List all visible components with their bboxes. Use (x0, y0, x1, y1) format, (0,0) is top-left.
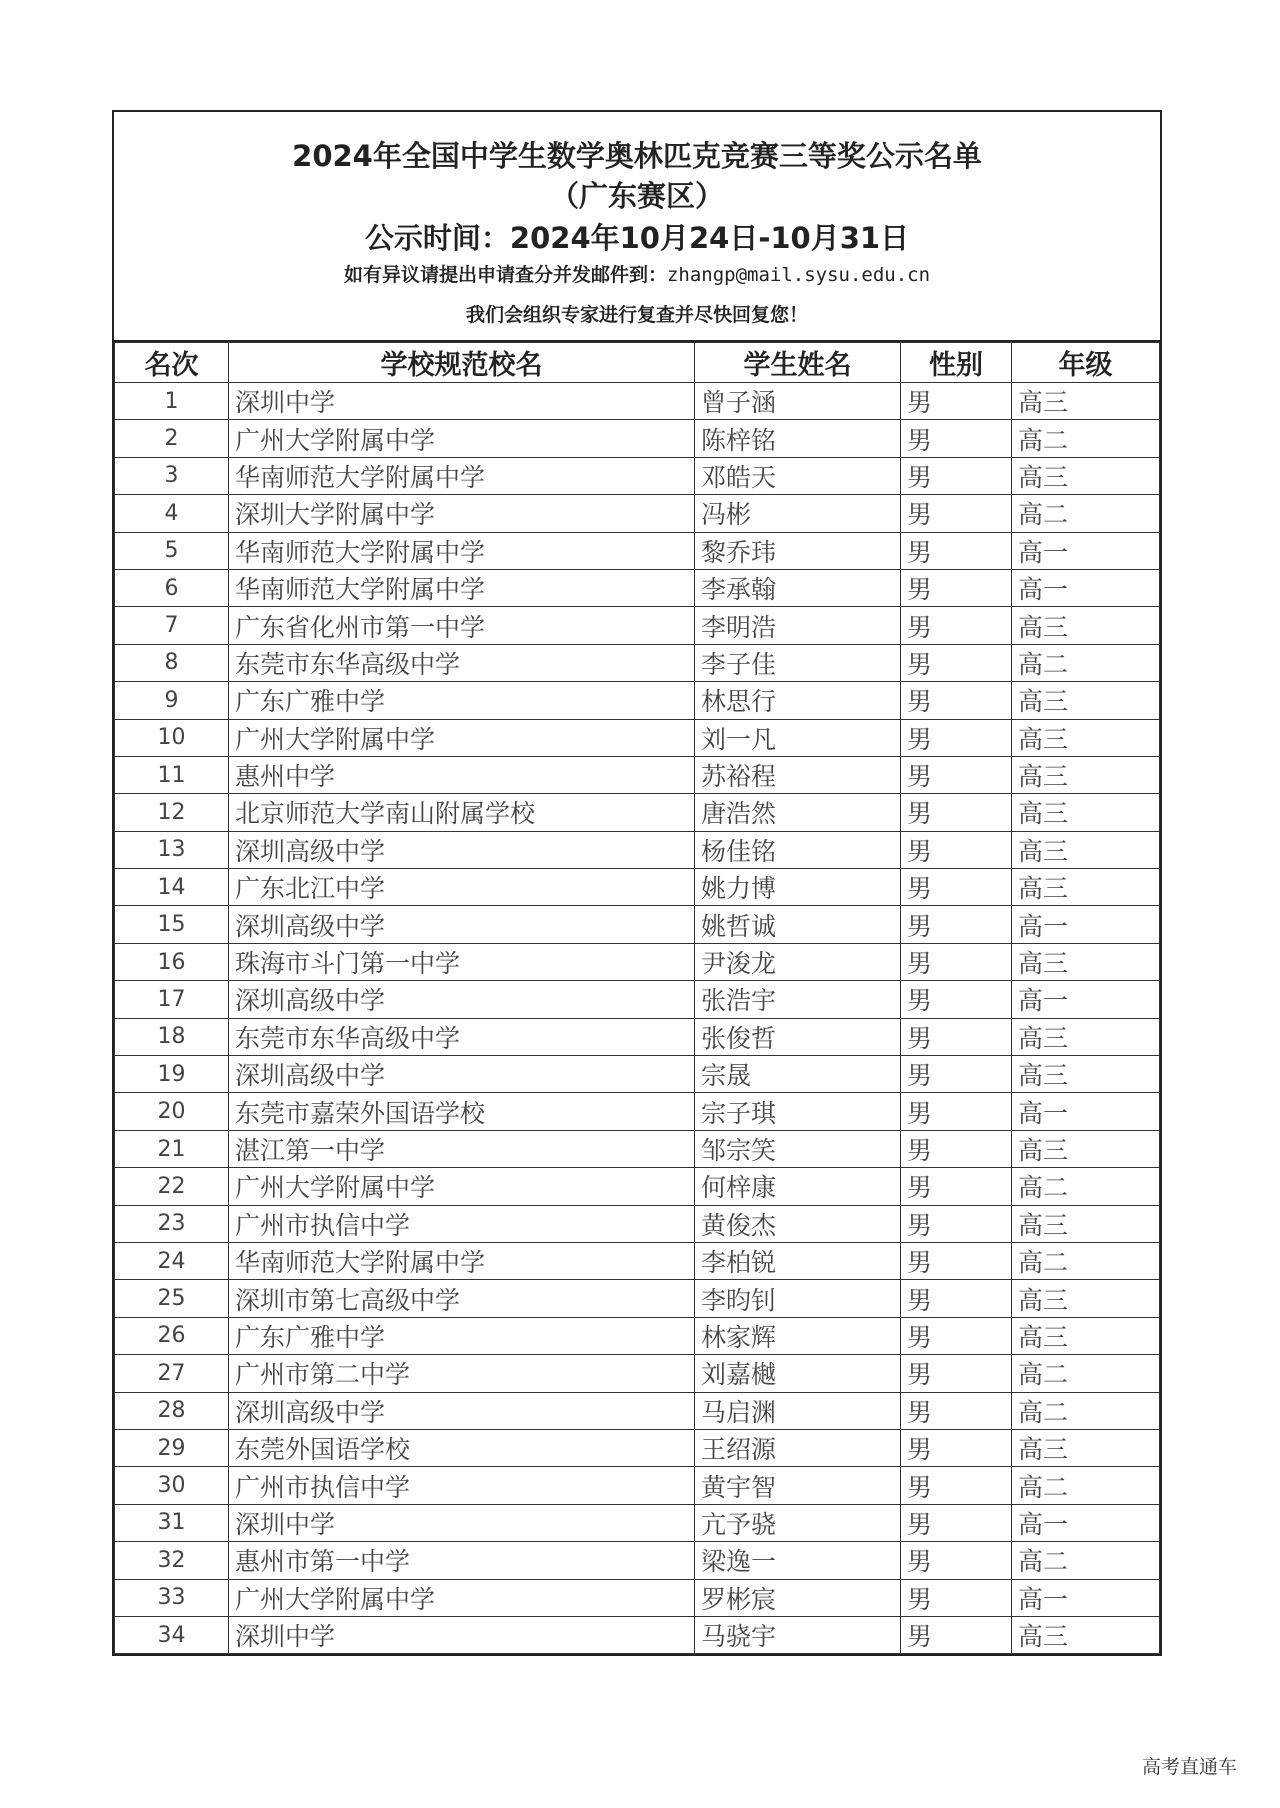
grade-cell: 高二 (1012, 1467, 1160, 1504)
grade-cell: 高三 (1012, 682, 1160, 719)
school-cell: 广州大学附属中学 (229, 1579, 695, 1616)
table-row (115, 1280, 1160, 1317)
school-cell: 华南师范大学附属中学 (229, 569, 695, 606)
school-cell: 深圳高级中学 (229, 981, 695, 1018)
rank-cell: 3 (115, 457, 229, 494)
table-row (115, 1056, 1160, 1093)
column-header-name: 学生姓名 (695, 343, 901, 383)
rank-cell: 28 (115, 1392, 229, 1429)
table-row (115, 906, 1160, 943)
student-name-cell: 罗彬宸 (695, 1579, 901, 1616)
rank-cell: 8 (115, 644, 229, 681)
student-name-cell: 黎乔玮 (695, 532, 901, 569)
table-row (115, 869, 1160, 906)
rank-cell: 29 (115, 1429, 229, 1466)
grade-cell: 高二 (1012, 495, 1160, 532)
gender-cell: 男 (901, 682, 1012, 719)
school-cell: 东莞市东华高级中学 (229, 1018, 695, 1055)
student-name-cell: 唐浩然 (695, 794, 901, 831)
rank-cell: 4 (115, 495, 229, 532)
contact-email: zhangp@mail.sysu.edu.cn (666, 264, 931, 286)
gender-cell: 男 (901, 644, 1012, 681)
table-row (115, 943, 1160, 980)
rank-cell: 18 (115, 1018, 229, 1055)
school-cell: 华南师范大学附属中学 (229, 457, 695, 494)
gender-cell: 男 (901, 532, 1012, 569)
grade-cell: 高一 (1012, 532, 1160, 569)
award-table (114, 342, 1160, 1654)
school-cell: 惠州市第一中学 (229, 1542, 695, 1579)
table-row (115, 420, 1160, 457)
table-row (115, 607, 1160, 644)
gender-cell: 男 (901, 1205, 1012, 1242)
student-name-cell: 姚力博 (695, 869, 901, 906)
student-name-cell: 刘嘉樾 (695, 1355, 901, 1392)
gender-cell: 男 (901, 495, 1012, 532)
school-cell: 深圳中学 (229, 1504, 695, 1541)
rank-cell: 11 (115, 756, 229, 793)
gender-cell: 男 (901, 1504, 1012, 1541)
gender-cell: 男 (901, 1579, 1012, 1616)
grade-cell: 高二 (1012, 1542, 1160, 1579)
school-cell: 东莞外国语学校 (229, 1429, 695, 1466)
student-name-cell: 马骁宇 (695, 1616, 901, 1653)
document-header (114, 112, 1160, 342)
student-name-cell: 李柏锐 (695, 1242, 901, 1279)
school-cell: 深圳高级中学 (229, 831, 695, 868)
rank-cell: 15 (115, 906, 229, 943)
table-row (115, 1467, 1160, 1504)
student-name-cell: 梁逸一 (695, 1542, 901, 1579)
table-row (115, 1205, 1160, 1242)
table-row (115, 719, 1160, 756)
table-row (115, 682, 1160, 719)
gender-cell: 男 (901, 420, 1012, 457)
table-row (115, 1018, 1160, 1055)
rank-cell: 14 (115, 869, 229, 906)
table-row (115, 1392, 1160, 1429)
table-row (115, 1168, 1160, 1205)
school-cell: 华南师范大学附属中学 (229, 532, 695, 569)
grade-cell: 高一 (1012, 1093, 1160, 1130)
table-row (115, 1616, 1160, 1653)
gender-cell: 男 (901, 1168, 1012, 1205)
student-name-cell: 陈梓铭 (695, 420, 901, 457)
rank-cell: 25 (115, 1280, 229, 1317)
rank-cell: 31 (115, 1504, 229, 1541)
student-name-cell: 苏裕程 (695, 756, 901, 793)
column-header-school: 学校规范校名 (229, 343, 695, 383)
student-name-cell: 刘一凡 (695, 719, 901, 756)
gender-cell: 男 (901, 1280, 1012, 1317)
student-name-cell: 邓皓天 (695, 457, 901, 494)
gender-cell: 男 (901, 1467, 1012, 1504)
school-cell: 广州大学附属中学 (229, 420, 695, 457)
student-name-cell: 尹浚龙 (695, 943, 901, 980)
student-name-cell: 林家辉 (695, 1317, 901, 1354)
gender-cell: 男 (901, 756, 1012, 793)
student-name-cell: 宗晟 (695, 1056, 901, 1093)
table-row (115, 981, 1160, 1018)
grade-cell: 高三 (1012, 719, 1160, 756)
table-row (115, 644, 1160, 681)
rank-cell: 10 (115, 719, 229, 756)
grade-cell: 高三 (1012, 1018, 1160, 1055)
school-cell: 湛江第一中学 (229, 1130, 695, 1167)
grade-cell: 高三 (1012, 1280, 1160, 1317)
student-name-cell: 何梓康 (695, 1168, 901, 1205)
gender-cell: 男 (901, 906, 1012, 943)
grade-cell: 高三 (1012, 1056, 1160, 1093)
grade-cell: 高一 (1012, 981, 1160, 1018)
grade-cell: 高三 (1012, 794, 1160, 831)
grade-cell: 高一 (1012, 569, 1160, 606)
grade-cell: 高二 (1012, 1242, 1160, 1279)
grade-cell: 高三 (1012, 1429, 1160, 1466)
table-row (115, 495, 1160, 532)
grade-cell: 高三 (1012, 943, 1160, 980)
gender-cell: 男 (901, 981, 1012, 1018)
rank-cell: 9 (115, 682, 229, 719)
region-subtitle: （广东赛区） (549, 179, 724, 213)
student-name-cell: 林思行 (695, 682, 901, 719)
award-list-document (112, 110, 1162, 1656)
table-row (115, 1242, 1160, 1279)
school-cell: 深圳高级中学 (229, 1056, 695, 1093)
student-name-cell: 亢予骁 (695, 1504, 901, 1541)
rank-cell: 23 (115, 1205, 229, 1242)
rank-cell: 13 (115, 831, 229, 868)
rank-cell: 5 (115, 532, 229, 569)
table-row (115, 569, 1160, 606)
gender-cell: 男 (901, 607, 1012, 644)
school-cell: 广州大学附属中学 (229, 1168, 695, 1205)
student-name-cell: 李明浩 (695, 607, 901, 644)
gender-cell: 男 (901, 457, 1012, 494)
school-cell: 华南师范大学附属中学 (229, 1242, 695, 1279)
grade-cell: 高三 (1012, 607, 1160, 644)
student-name-cell: 李子佳 (695, 644, 901, 681)
table-row (115, 1093, 1160, 1130)
column-header-grade: 年级 (1012, 343, 1160, 383)
rank-cell: 30 (115, 1467, 229, 1504)
student-name-cell: 张俊哲 (695, 1018, 901, 1055)
grade-cell: 高三 (1012, 756, 1160, 793)
school-cell: 深圳市第七高级中学 (229, 1280, 695, 1317)
table-header-row (115, 343, 1160, 383)
grade-cell: 高三 (1012, 383, 1160, 420)
review-notice: 我们会组织专家进行复查并尽快回复您！ (465, 304, 808, 326)
publicity-period: 公示时间：2024年10月24日-10月31日 (364, 221, 910, 255)
rank-cell: 7 (115, 607, 229, 644)
school-cell: 东莞市嘉荣外国语学校 (229, 1093, 695, 1130)
grade-cell: 高三 (1012, 831, 1160, 868)
gender-cell: 男 (901, 569, 1012, 606)
grade-cell: 高二 (1012, 644, 1160, 681)
gender-cell: 男 (901, 1130, 1012, 1167)
table-row (115, 1130, 1160, 1167)
student-name-cell: 姚哲诚 (695, 906, 901, 943)
school-cell: 广东广雅中学 (229, 1317, 695, 1354)
student-name-cell: 冯彬 (695, 495, 901, 532)
student-name-cell: 马启渊 (695, 1392, 901, 1429)
school-cell: 广州市执信中学 (229, 1467, 695, 1504)
school-cell: 广东广雅中学 (229, 682, 695, 719)
appeal-notice-text: 如有异议请提出申请查分并发邮件到： (343, 264, 667, 286)
table-row (115, 1579, 1160, 1616)
rank-cell: 21 (115, 1130, 229, 1167)
student-name-cell: 李承翰 (695, 569, 901, 606)
table-row (115, 457, 1160, 494)
grade-cell: 高三 (1012, 1616, 1160, 1653)
gender-cell: 男 (901, 1056, 1012, 1093)
gender-cell: 男 (901, 719, 1012, 756)
rank-cell: 19 (115, 1056, 229, 1093)
table-row (115, 1355, 1160, 1392)
grade-cell: 高一 (1012, 906, 1160, 943)
gender-cell: 男 (901, 1317, 1012, 1354)
watermark: 高考直通车 (1142, 1756, 1238, 1778)
gender-cell: 男 (901, 1429, 1012, 1466)
table-row (115, 532, 1160, 569)
rank-cell: 16 (115, 943, 229, 980)
student-name-cell: 宗子琪 (695, 1093, 901, 1130)
column-header-rank: 名次 (115, 343, 229, 383)
table-body (115, 383, 1160, 1654)
school-cell: 深圳高级中学 (229, 906, 695, 943)
student-name-cell: 杨佳铭 (695, 831, 901, 868)
table-row (115, 794, 1160, 831)
rank-cell: 32 (115, 1542, 229, 1579)
student-name-cell: 曾子涵 (695, 383, 901, 420)
gender-cell: 男 (901, 1392, 1012, 1429)
school-cell: 广东省化州市第一中学 (229, 607, 695, 644)
school-cell: 北京师范大学南山附属学校 (229, 794, 695, 831)
student-name-cell: 李昀钊 (695, 1280, 901, 1317)
table-row (115, 1542, 1160, 1579)
grade-cell: 高三 (1012, 869, 1160, 906)
rank-cell: 24 (115, 1242, 229, 1279)
gender-cell: 男 (901, 1355, 1012, 1392)
table-row (115, 383, 1160, 420)
rank-cell: 33 (115, 1579, 229, 1616)
rank-cell: 1 (115, 383, 229, 420)
rank-cell: 27 (115, 1355, 229, 1392)
gender-cell: 男 (901, 1093, 1012, 1130)
grade-cell: 高二 (1012, 1392, 1160, 1429)
gender-cell: 男 (901, 1018, 1012, 1055)
school-cell: 广州市第二中学 (229, 1355, 695, 1392)
column-header-gender: 性别 (901, 343, 1012, 383)
rank-cell: 6 (115, 569, 229, 606)
rank-cell: 34 (115, 1616, 229, 1653)
student-name-cell: 张浩宇 (695, 981, 901, 1018)
gender-cell: 男 (901, 1616, 1012, 1653)
table-row (115, 1429, 1160, 1466)
gender-cell: 男 (901, 383, 1012, 420)
grade-cell: 高三 (1012, 1317, 1160, 1354)
grade-cell: 高三 (1012, 457, 1160, 494)
gender-cell: 男 (901, 943, 1012, 980)
rank-cell: 17 (115, 981, 229, 1018)
grade-cell: 高一 (1012, 1579, 1160, 1616)
grade-cell: 高二 (1012, 1355, 1160, 1392)
school-cell: 深圳大学附属中学 (229, 495, 695, 532)
rank-cell: 2 (115, 420, 229, 457)
table-row (115, 831, 1160, 868)
table-row (115, 756, 1160, 793)
gender-cell: 男 (901, 1242, 1012, 1279)
student-name-cell: 黄俊杰 (695, 1205, 901, 1242)
rank-cell: 26 (115, 1317, 229, 1354)
student-name-cell: 邹宗笑 (695, 1130, 901, 1167)
student-name-cell: 王绍源 (695, 1429, 901, 1466)
school-cell: 广州大学附属中学 (229, 719, 695, 756)
grade-cell: 高二 (1012, 1168, 1160, 1205)
appeal-notice (114, 260, 1160, 287)
school-cell: 深圳中学 (229, 383, 695, 420)
gender-cell: 男 (901, 869, 1012, 906)
grade-cell: 高一 (1012, 1504, 1160, 1541)
school-cell: 深圳高级中学 (229, 1392, 695, 1429)
gender-cell: 男 (901, 1542, 1012, 1579)
school-cell: 珠海市斗门第一中学 (229, 943, 695, 980)
school-cell: 东莞市东华高级中学 (229, 644, 695, 681)
document-title: 2024年全国中学生数学奥林匹克竞赛三等奖公示名单 (292, 139, 982, 173)
rank-cell: 20 (115, 1093, 229, 1130)
gender-cell: 男 (901, 794, 1012, 831)
rank-cell: 22 (115, 1168, 229, 1205)
student-name-cell: 黄宇智 (695, 1467, 901, 1504)
school-cell: 广东北江中学 (229, 869, 695, 906)
table-row (115, 1317, 1160, 1354)
rank-cell: 12 (115, 794, 229, 831)
school-cell: 深圳中学 (229, 1616, 695, 1653)
grade-cell: 高二 (1012, 420, 1160, 457)
table-row (115, 1504, 1160, 1541)
grade-cell: 高三 (1012, 1130, 1160, 1167)
gender-cell: 男 (901, 831, 1012, 868)
school-cell: 广州市执信中学 (229, 1205, 695, 1242)
school-cell: 惠州中学 (229, 756, 695, 793)
grade-cell: 高三 (1012, 1205, 1160, 1242)
